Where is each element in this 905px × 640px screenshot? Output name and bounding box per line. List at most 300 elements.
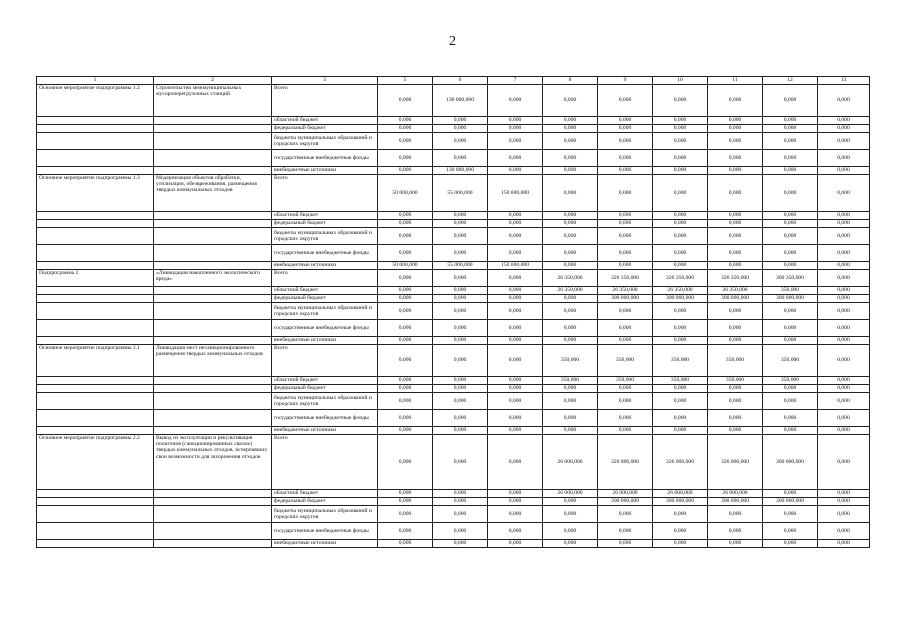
table-row bbox=[37, 427, 870, 435]
table-row bbox=[37, 435, 870, 490]
funding-source: государственные внебюджетные фонды bbox=[272, 150, 378, 167]
amount-cell: 0,000 bbox=[763, 490, 818, 498]
amount-cell: 0,000 bbox=[818, 523, 870, 540]
amount-cell: 0,000 bbox=[708, 506, 763, 523]
amount-cell: 0,000 bbox=[708, 262, 763, 270]
amount-cell: 0,000 bbox=[488, 320, 543, 337]
empty-cell bbox=[37, 245, 154, 262]
empty-cell bbox=[37, 133, 154, 150]
header-row bbox=[37, 77, 870, 85]
amount-cell: 0,000 bbox=[378, 498, 433, 506]
amount-cell: 0,000 bbox=[543, 117, 598, 125]
empty-cell bbox=[154, 540, 272, 548]
measure-name: Подпрограмма 2 bbox=[37, 270, 154, 287]
amount-cell: 0,000 bbox=[818, 295, 870, 303]
amount-cell: 0,000 bbox=[818, 385, 870, 393]
empty-cell bbox=[154, 125, 272, 133]
amount-cell: 0,000 bbox=[763, 150, 818, 167]
amount-cell: 300 000,000 bbox=[653, 295, 708, 303]
amount-cell: 0,000 bbox=[818, 212, 870, 220]
table-row bbox=[37, 125, 870, 133]
amount-cell: 0,000 bbox=[653, 427, 708, 435]
amount-cell: 0,000 bbox=[543, 295, 598, 303]
amount-cell: 0,000 bbox=[708, 393, 763, 410]
amount-cell: 0,000 bbox=[378, 377, 433, 385]
amount-cell: 350,000 bbox=[543, 345, 598, 377]
empty-cell bbox=[154, 303, 272, 320]
amount-cell: 0,000 bbox=[653, 150, 708, 167]
amount-cell: 0,000 bbox=[818, 498, 870, 506]
amount-cell: 0,000 bbox=[378, 117, 433, 125]
amount-cell: 0,000 bbox=[543, 385, 598, 393]
amount-cell: 0,000 bbox=[818, 175, 870, 212]
table-row bbox=[37, 540, 870, 548]
table-row bbox=[37, 410, 870, 427]
amount-cell: 326 000,000 bbox=[598, 435, 653, 490]
empty-cell bbox=[37, 506, 154, 523]
amount-cell: 0,000 bbox=[763, 320, 818, 337]
amount-cell: 0,000 bbox=[763, 125, 818, 133]
table-row bbox=[37, 262, 870, 270]
amount-cell: 300 000,000 bbox=[763, 295, 818, 303]
empty-cell bbox=[154, 133, 272, 150]
amount-cell: 0,000 bbox=[708, 167, 763, 175]
amount-cell: 0,000 bbox=[708, 303, 763, 320]
amount-cell: 0,000 bbox=[653, 85, 708, 117]
amount-cell: 0,000 bbox=[818, 150, 870, 167]
table-row bbox=[37, 270, 870, 287]
amount-cell: 0,000 bbox=[598, 150, 653, 167]
amount-cell: 0,000 bbox=[378, 133, 433, 150]
empty-cell bbox=[37, 228, 154, 245]
empty-cell bbox=[154, 490, 272, 498]
amount-cell: 0,000 bbox=[763, 393, 818, 410]
funding-source: федеральный бюджет bbox=[272, 498, 378, 506]
amount-cell: 0,000 bbox=[818, 410, 870, 427]
amount-cell: 0,000 bbox=[708, 427, 763, 435]
amount-cell: 0,000 bbox=[433, 150, 488, 167]
amount-cell: 50 000,000 bbox=[378, 175, 433, 212]
amount-cell: 0,000 bbox=[488, 540, 543, 548]
amount-cell: 300 000,000 bbox=[708, 295, 763, 303]
amount-cell: 0,000 bbox=[543, 393, 598, 410]
amount-cell: 300 000,000 bbox=[653, 498, 708, 506]
empty-cell bbox=[37, 377, 154, 385]
funding-source: бюджеты муниципальных образований и городских округов bbox=[272, 506, 378, 523]
empty-cell bbox=[37, 490, 154, 498]
header-cell: 10 bbox=[653, 77, 708, 85]
amount-cell: 0,000 bbox=[378, 295, 433, 303]
amount-cell: 55 000,000 bbox=[433, 175, 488, 212]
amount-cell: 0,000 bbox=[543, 427, 598, 435]
empty-cell bbox=[154, 393, 272, 410]
amount-cell: 0,000 bbox=[543, 523, 598, 540]
amount-cell: 0,000 bbox=[488, 133, 543, 150]
table-row bbox=[37, 345, 870, 377]
amount-cell: 300 000,000 bbox=[763, 435, 818, 490]
amount-cell: 300 000,000 bbox=[708, 498, 763, 506]
funding-source: бюджеты муниципальных образований и городских округов bbox=[272, 133, 378, 150]
amount-cell: 0,000 bbox=[598, 523, 653, 540]
amount-cell: 0,000 bbox=[763, 85, 818, 117]
amount-cell: 0,000 bbox=[433, 345, 488, 377]
amount-cell: 0,000 bbox=[433, 427, 488, 435]
amount-cell: 0,000 bbox=[653, 228, 708, 245]
amount-cell: 326 000,000 bbox=[653, 435, 708, 490]
amount-cell: 0,000 bbox=[653, 262, 708, 270]
amount-cell: 0,000 bbox=[598, 337, 653, 345]
amount-cell: 0,000 bbox=[488, 393, 543, 410]
amount-cell: 0,000 bbox=[433, 270, 488, 287]
funding-source: федеральный бюджет bbox=[272, 125, 378, 133]
table-row bbox=[37, 167, 870, 175]
funding-source: областной бюджет bbox=[272, 117, 378, 125]
empty-cell bbox=[37, 287, 154, 295]
measure-description: Строительство межмуниципальных мусороперегрузочных станций bbox=[154, 85, 272, 117]
amount-cell: 0,000 bbox=[378, 427, 433, 435]
amount-cell: 0,000 bbox=[653, 220, 708, 228]
table-row bbox=[37, 320, 870, 337]
funding-source: государственные внебюджетные фонды bbox=[272, 320, 378, 337]
table-row bbox=[37, 385, 870, 393]
amount-cell: 0,000 bbox=[708, 85, 763, 117]
amount-cell: 0,000 bbox=[378, 212, 433, 220]
amount-cell: 0,000 bbox=[488, 295, 543, 303]
amount-cell: 0,000 bbox=[818, 245, 870, 262]
amount-cell: 0,000 bbox=[653, 212, 708, 220]
amount-cell: 350,000 bbox=[708, 345, 763, 377]
empty-cell bbox=[154, 410, 272, 427]
amount-cell: 0,000 bbox=[708, 133, 763, 150]
amount-cell: 0,000 bbox=[543, 337, 598, 345]
amount-cell: 0,000 bbox=[543, 228, 598, 245]
empty-cell bbox=[154, 320, 272, 337]
funding-source: Всего bbox=[272, 345, 378, 377]
amount-cell: 0,000 bbox=[433, 303, 488, 320]
empty-cell bbox=[37, 410, 154, 427]
amount-cell: 130 000,000 bbox=[433, 167, 488, 175]
amount-cell: 0,000 bbox=[598, 427, 653, 435]
amount-cell: 0,000 bbox=[488, 377, 543, 385]
table-row bbox=[37, 337, 870, 345]
amount-cell: 0,000 bbox=[653, 523, 708, 540]
amount-cell: 0,000 bbox=[378, 125, 433, 133]
amount-cell: 0,000 bbox=[378, 270, 433, 287]
amount-cell: 150 000,000 bbox=[488, 175, 543, 212]
amount-cell: 0,000 bbox=[598, 220, 653, 228]
amount-cell: 0,000 bbox=[488, 523, 543, 540]
measure-name: Основное мероприятие подпрограммы 1.3 bbox=[37, 175, 154, 212]
amount-cell: 0,000 bbox=[818, 490, 870, 498]
amount-cell: 0,000 bbox=[543, 506, 598, 523]
amount-cell: 350,000 bbox=[763, 377, 818, 385]
amount-cell: 0,000 bbox=[598, 212, 653, 220]
funding-source: государственные внебюджетные фонды bbox=[272, 523, 378, 540]
table-row bbox=[37, 150, 870, 167]
funding-source: внебюджетные источники bbox=[272, 337, 378, 345]
amount-cell: 0,000 bbox=[378, 435, 433, 490]
measure-name: Основное мероприятие подпрограммы 1.2 bbox=[37, 85, 154, 117]
amount-cell: 0,000 bbox=[433, 540, 488, 548]
amount-cell: 0,000 bbox=[763, 175, 818, 212]
empty-cell bbox=[154, 228, 272, 245]
amount-cell: 0,000 bbox=[433, 125, 488, 133]
amount-cell: 0,000 bbox=[598, 393, 653, 410]
empty-cell bbox=[154, 427, 272, 435]
amount-cell: 0,000 bbox=[598, 320, 653, 337]
amount-cell: 0,000 bbox=[708, 410, 763, 427]
amount-cell: 0,000 bbox=[818, 337, 870, 345]
empty-cell bbox=[154, 295, 272, 303]
measure-name: Основное мероприятие подпрограммы 2.1 bbox=[37, 345, 154, 377]
amount-cell: 0,000 bbox=[708, 150, 763, 167]
amount-cell: 0,000 bbox=[488, 435, 543, 490]
header-cell: 1 bbox=[37, 77, 154, 85]
amount-cell: 0,000 bbox=[818, 506, 870, 523]
amount-cell: 0,000 bbox=[763, 245, 818, 262]
amount-cell: 0,000 bbox=[818, 228, 870, 245]
funding-source: внебюджетные источники bbox=[272, 262, 378, 270]
amount-cell: 0,000 bbox=[488, 287, 543, 295]
amount-cell: 0,000 bbox=[378, 540, 433, 548]
amount-cell: 350,000 bbox=[598, 345, 653, 377]
funding-source: федеральный бюджет bbox=[272, 385, 378, 393]
amount-cell: 0,000 bbox=[598, 245, 653, 262]
amount-cell: 50 000,000 bbox=[378, 262, 433, 270]
amount-cell: 350,000 bbox=[708, 377, 763, 385]
amount-cell: 300 000,000 bbox=[598, 498, 653, 506]
amount-cell: 0,000 bbox=[488, 506, 543, 523]
amount-cell: 150 000,000 bbox=[488, 262, 543, 270]
empty-cell bbox=[37, 125, 154, 133]
amount-cell: 0,000 bbox=[763, 228, 818, 245]
measure-description: «Ликвидация накопленного экологического вреда» bbox=[154, 270, 272, 287]
amount-cell: 0,000 bbox=[378, 506, 433, 523]
table-row bbox=[37, 295, 870, 303]
table-row bbox=[37, 220, 870, 228]
amount-cell: 0,000 bbox=[543, 125, 598, 133]
amount-cell: 0,000 bbox=[708, 212, 763, 220]
amount-cell: 0,000 bbox=[543, 133, 598, 150]
empty-cell bbox=[37, 385, 154, 393]
funding-source: Всего bbox=[272, 435, 378, 490]
amount-cell: 0,000 bbox=[598, 385, 653, 393]
empty-cell bbox=[37, 212, 154, 220]
header-cell: 2 bbox=[154, 77, 272, 85]
amount-cell: 0,000 bbox=[543, 212, 598, 220]
page-number: 2 bbox=[449, 34, 456, 49]
amount-cell: 0,000 bbox=[598, 85, 653, 117]
amount-cell: 0,000 bbox=[488, 117, 543, 125]
measure-description: Модернизация объектов обработки, утилизации, обезвреживания, размещения твердых коммунальных отходов bbox=[154, 175, 272, 212]
amount-cell: 0,000 bbox=[433, 220, 488, 228]
amount-cell: 350,000 bbox=[653, 377, 708, 385]
amount-cell: 0,000 bbox=[488, 303, 543, 320]
amount-cell: 0,000 bbox=[433, 295, 488, 303]
amount-cell: 0,000 bbox=[763, 506, 818, 523]
amount-cell: 0,000 bbox=[433, 228, 488, 245]
empty-cell bbox=[154, 337, 272, 345]
amount-cell: 0,000 bbox=[708, 220, 763, 228]
amount-cell: 0,000 bbox=[433, 490, 488, 498]
amount-cell: 26 000,000 bbox=[708, 490, 763, 498]
amount-cell: 0,000 bbox=[763, 212, 818, 220]
amount-cell: 350,000 bbox=[543, 377, 598, 385]
amount-cell: 0,000 bbox=[488, 337, 543, 345]
amount-cell: 0,000 bbox=[653, 133, 708, 150]
amount-cell: 26 350,000 bbox=[598, 287, 653, 295]
amount-cell: 0,000 bbox=[488, 410, 543, 427]
amount-cell: 0,000 bbox=[763, 523, 818, 540]
empty-cell bbox=[37, 220, 154, 228]
empty-cell bbox=[154, 377, 272, 385]
amount-cell: 26 000,000 bbox=[598, 490, 653, 498]
amount-cell: 0,000 bbox=[818, 270, 870, 287]
amount-cell: 0,000 bbox=[433, 377, 488, 385]
amount-cell: 0,000 bbox=[818, 125, 870, 133]
amount-cell: 0,000 bbox=[653, 506, 708, 523]
amount-cell: 0,000 bbox=[488, 85, 543, 117]
amount-cell: 0,000 bbox=[543, 245, 598, 262]
amount-cell: 350,000 bbox=[763, 287, 818, 295]
empty-cell bbox=[37, 117, 154, 125]
empty-cell bbox=[37, 167, 154, 175]
amount-cell: 0,000 bbox=[378, 490, 433, 498]
amount-cell: 26 000,000 bbox=[543, 490, 598, 498]
amount-cell: 0,000 bbox=[378, 345, 433, 377]
amount-cell: 0,000 bbox=[653, 167, 708, 175]
amount-cell: 0,000 bbox=[708, 337, 763, 345]
table-row bbox=[37, 133, 870, 150]
amount-cell: 0,000 bbox=[378, 337, 433, 345]
empty-cell bbox=[154, 167, 272, 175]
header-cell: 6 bbox=[433, 77, 488, 85]
amount-cell: 0,000 bbox=[653, 393, 708, 410]
amount-cell: 0,000 bbox=[598, 540, 653, 548]
amount-cell: 0,000 bbox=[433, 245, 488, 262]
amount-cell: 0,000 bbox=[763, 337, 818, 345]
empty-cell bbox=[37, 427, 154, 435]
funding-source: федеральный бюджет bbox=[272, 220, 378, 228]
amount-cell: 0,000 bbox=[708, 228, 763, 245]
amount-cell: 0,000 bbox=[818, 85, 870, 117]
amount-cell: 0,000 bbox=[378, 393, 433, 410]
amount-cell: 0,000 bbox=[488, 245, 543, 262]
funding-source: внебюджетные источники bbox=[272, 427, 378, 435]
table-row bbox=[37, 393, 870, 410]
empty-cell bbox=[154, 287, 272, 295]
table-row bbox=[37, 85, 870, 117]
amount-cell: 0,000 bbox=[488, 228, 543, 245]
amount-cell: 0,000 bbox=[598, 167, 653, 175]
amount-cell: 0,000 bbox=[488, 345, 543, 377]
amount-cell: 0,000 bbox=[433, 320, 488, 337]
funding-source: внебюджетные источники bbox=[272, 540, 378, 548]
header-cell: 13 bbox=[818, 77, 870, 85]
funding-source: бюджеты муниципальных образований и городских округов bbox=[272, 228, 378, 245]
amount-cell: 0,000 bbox=[818, 345, 870, 377]
amount-cell: 130 000,000 bbox=[433, 85, 488, 117]
amount-cell: 0,000 bbox=[543, 220, 598, 228]
amount-cell: 0,000 bbox=[488, 270, 543, 287]
header-cell: 9 bbox=[598, 77, 653, 85]
amount-cell: 0,000 bbox=[818, 262, 870, 270]
amount-cell: 0,000 bbox=[598, 175, 653, 212]
amount-cell: 55 000,000 bbox=[433, 262, 488, 270]
amount-cell: 326 350,000 bbox=[598, 270, 653, 287]
header-cell: 7 bbox=[488, 77, 543, 85]
amount-cell: 0,000 bbox=[433, 117, 488, 125]
amount-cell: 0,000 bbox=[378, 220, 433, 228]
amount-cell: 0,000 bbox=[433, 393, 488, 410]
amount-cell: 0,000 bbox=[763, 133, 818, 150]
amount-cell: 26 350,000 bbox=[653, 287, 708, 295]
empty-cell bbox=[154, 523, 272, 540]
table-row bbox=[37, 212, 870, 220]
empty-cell bbox=[37, 393, 154, 410]
amount-cell: 0,000 bbox=[653, 320, 708, 337]
empty-cell bbox=[37, 320, 154, 337]
amount-cell: 0,000 bbox=[378, 523, 433, 540]
amount-cell: 0,000 bbox=[708, 385, 763, 393]
amount-cell: 0,000 bbox=[818, 133, 870, 150]
amount-cell: 0,000 bbox=[708, 540, 763, 548]
empty-cell bbox=[154, 117, 272, 125]
amount-cell: 0,000 bbox=[763, 262, 818, 270]
amount-cell: 0,000 bbox=[653, 337, 708, 345]
table-row bbox=[37, 303, 870, 320]
amount-cell: 0,000 bbox=[763, 385, 818, 393]
amount-cell: 0,000 bbox=[653, 245, 708, 262]
amount-cell: 0,000 bbox=[598, 228, 653, 245]
amount-cell: 0,000 bbox=[488, 385, 543, 393]
measure-description: Вывод из эксплуатации и рекультивация полигонов (санкционированных свалок) твердых коммунальных отходов, исчерпавших свои возможности для захоронения отходов bbox=[154, 435, 272, 490]
amount-cell: 0,000 bbox=[488, 125, 543, 133]
amount-cell: 0,000 bbox=[378, 228, 433, 245]
funding-source: бюджеты муниципальных образований и городских округов bbox=[272, 303, 378, 320]
empty-cell bbox=[154, 150, 272, 167]
amount-cell: 0,000 bbox=[543, 262, 598, 270]
empty-cell bbox=[37, 540, 154, 548]
amount-cell: 0,000 bbox=[818, 303, 870, 320]
amount-cell: 0,000 bbox=[543, 320, 598, 337]
amount-cell: 0,000 bbox=[818, 167, 870, 175]
amount-cell: 0,000 bbox=[433, 337, 488, 345]
amount-cell: 0,000 bbox=[708, 245, 763, 262]
amount-cell: 0,000 bbox=[708, 320, 763, 337]
amount-cell: 0,000 bbox=[598, 133, 653, 150]
header-cell: 11 bbox=[708, 77, 763, 85]
amount-cell: 0,000 bbox=[763, 220, 818, 228]
funding-source: областной бюджет bbox=[272, 490, 378, 498]
amount-cell: 0,000 bbox=[818, 220, 870, 228]
empty-cell bbox=[37, 295, 154, 303]
amount-cell: 0,000 bbox=[378, 167, 433, 175]
funding-source: государственные внебюджетные фонды bbox=[272, 245, 378, 262]
measure-description: Ликвидация мест несанкционированного размещения твердых коммунальных отходов bbox=[154, 345, 272, 377]
table-row bbox=[37, 287, 870, 295]
funding-source: бюджеты муниципальных образований и городских округов bbox=[272, 393, 378, 410]
amount-cell: 0,000 bbox=[818, 117, 870, 125]
amount-cell: 0,000 bbox=[763, 540, 818, 548]
amount-cell: 0,000 bbox=[433, 523, 488, 540]
amount-cell: 26 000,000 bbox=[543, 435, 598, 490]
amount-cell: 326 350,000 bbox=[708, 270, 763, 287]
empty-cell bbox=[154, 498, 272, 506]
empty-cell bbox=[37, 150, 154, 167]
amount-cell: 0,000 bbox=[598, 117, 653, 125]
amount-cell: 0,000 bbox=[488, 150, 543, 167]
